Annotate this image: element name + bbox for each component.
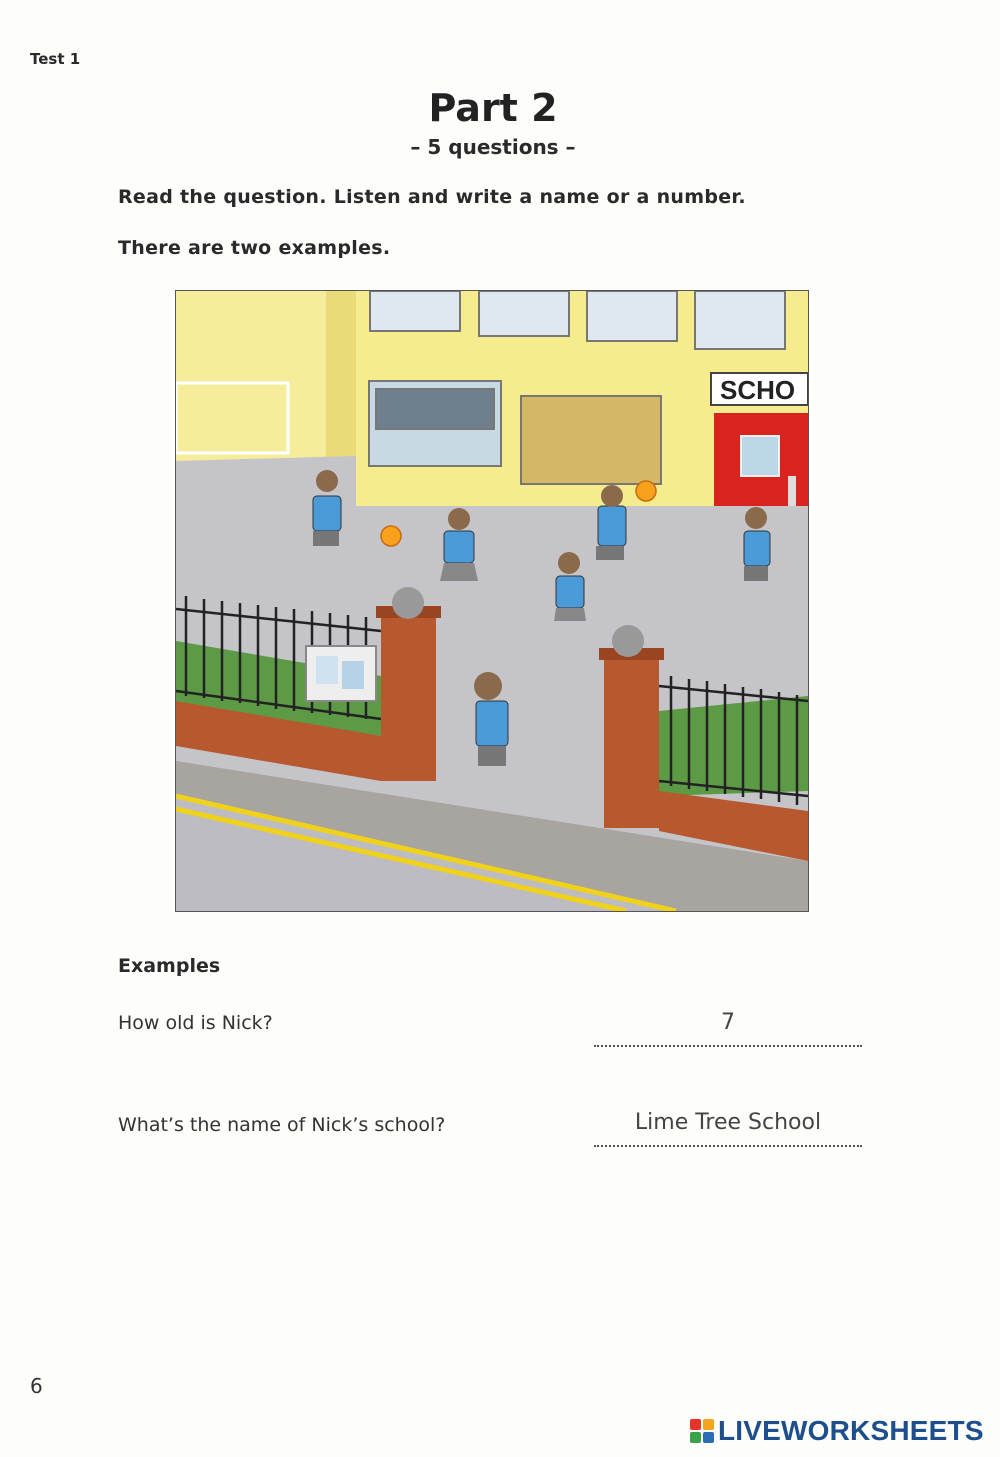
- test-label: Test 1: [30, 50, 81, 68]
- liveworksheets-logo-icon: [690, 1419, 714, 1443]
- example-question-2: What’s the name of Nick’s school?: [118, 1114, 446, 1136]
- instruction-listen: Read the question. Listen and write a name or a number.: [118, 186, 746, 208]
- page-subtitle: – 5 questions –: [410, 135, 576, 159]
- page-title: Part 2: [428, 86, 558, 130]
- liveworksheets-brand[interactable]: [690, 1415, 984, 1447]
- school-sign-text: SCHO: [720, 375, 796, 405]
- brand-name: LIVEWORKSHEETS: [718, 1415, 984, 1446]
- example-answer-1[interactable]: 7: [594, 1010, 862, 1047]
- school-illustration: [175, 290, 809, 912]
- page-number: 6: [30, 1374, 43, 1398]
- examples-heading: Examples: [118, 955, 221, 977]
- example-question-1: How old is Nick?: [118, 1012, 273, 1034]
- instruction-examples: There are two examples.: [118, 237, 391, 259]
- example-answer-2[interactable]: Lime Tree School: [594, 1110, 862, 1147]
